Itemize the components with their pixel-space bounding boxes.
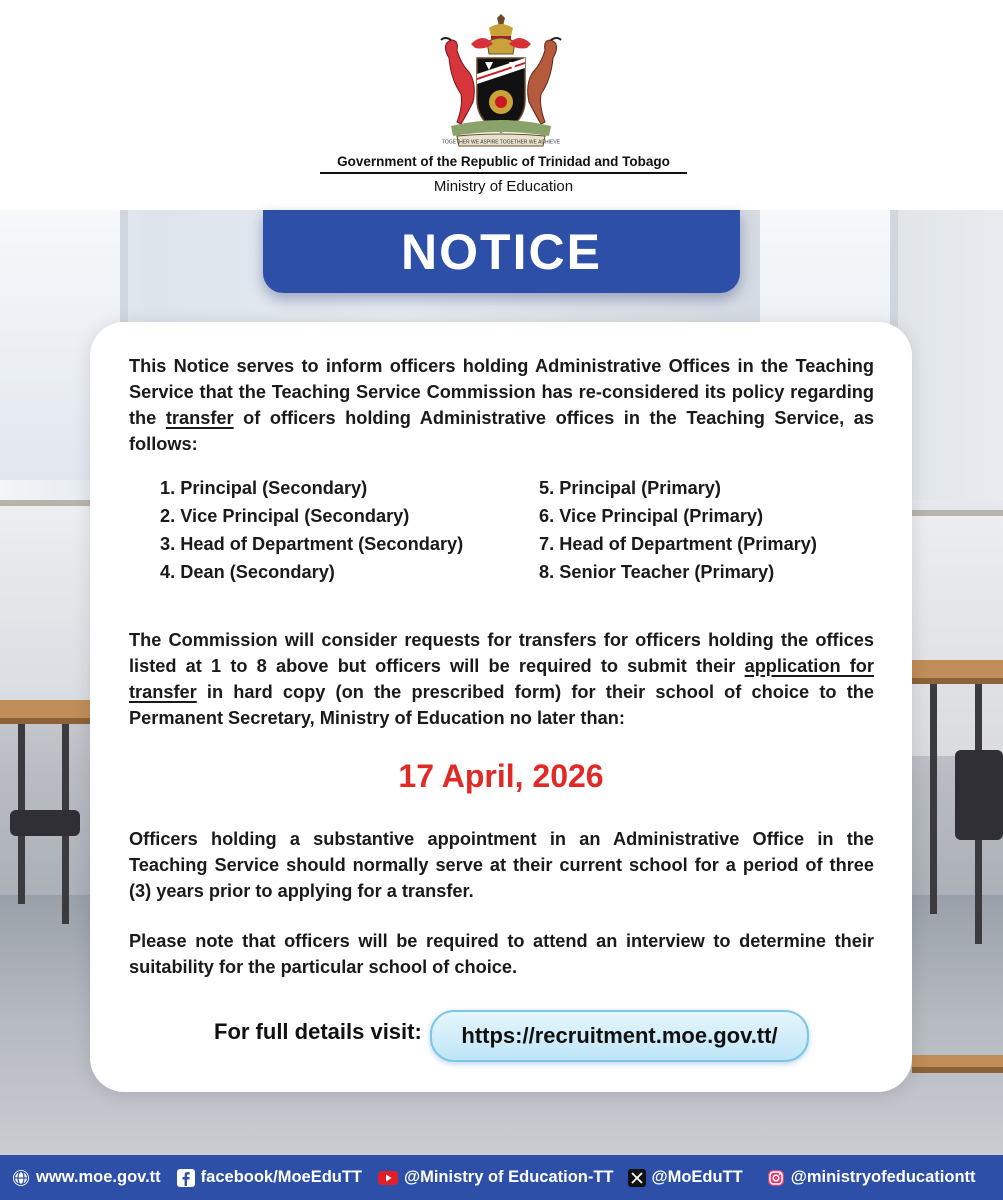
requests-text: The Commission will consider requests for transfers for officers holding the offices listed at 1 to 8 above but officers will be required to submit their bbox=[129, 630, 874, 676]
intro-paragraph bbox=[129, 353, 874, 457]
footer-youtube-text: @Ministry of Education-TT bbox=[404, 1168, 614, 1186]
footer-x-link[interactable] bbox=[628, 1168, 743, 1187]
page-header bbox=[0, 0, 1003, 210]
ministry-name: Ministry of Education bbox=[433, 178, 574, 195]
footer-x-text: @MoEduTT bbox=[651, 1168, 743, 1186]
intro-text-end: of officers holding Administrative offices in the Teaching Service, as follows: bbox=[129, 408, 874, 454]
instagram-icon bbox=[767, 1169, 785, 1187]
list-item: 7. Head of Department (Primary) bbox=[539, 534, 817, 554]
list-item: 2. Vice Principal (Secondary) bbox=[160, 506, 410, 526]
deadline-date: 17 April, 2026 bbox=[398, 758, 604, 794]
requests-underlined-text: application for transfer bbox=[129, 656, 874, 702]
social-footer bbox=[0, 1155, 1003, 1200]
background-desk bbox=[0, 700, 90, 724]
list-item: 8. Senior Teacher (Primary) bbox=[539, 562, 775, 582]
list-item: 3. Head of Department (Secondary) bbox=[160, 534, 464, 554]
notice-title: NOTICE bbox=[401, 223, 602, 280]
footer-facebook-text: facebook/MoeEduTT bbox=[200, 1168, 363, 1186]
footer-website-text: www.moe.gov.tt bbox=[36, 1168, 161, 1186]
coat-of-arms-icon bbox=[431, 14, 571, 150]
x-icon bbox=[628, 1169, 646, 1187]
svg-text:TOGETHER WE ASPIRE TOGETHER WE: TOGETHER WE ASPIRE TOGETHER WE ACHIEVE bbox=[441, 139, 561, 146]
intro-underlined-text: transfer bbox=[165, 408, 234, 428]
footer-instagram-text: @ministryofeducationtt bbox=[790, 1168, 976, 1186]
interview-paragraph: Please note that officers will be required to attend an interview to determine their suitability for the particular school of choice. bbox=[129, 931, 874, 977]
offices-list-secondary bbox=[160, 474, 463, 586]
footer-website-link[interactable] bbox=[12, 1168, 161, 1187]
recruitment-url[interactable]: https://recruitment.moe.gov.tt/ bbox=[461, 1023, 778, 1048]
list-item: 1. Principal (Secondary) bbox=[160, 478, 368, 498]
government-title: Government of the Republic of Trinidad and Tobago bbox=[320, 154, 687, 174]
intro-text: This Notice serves to inform officers holding Administrative Offices in the Teaching Service that the Teaching Service Commission has re-considered its policy regarding the bbox=[129, 356, 874, 428]
list-item: 5. Principal (Primary) bbox=[539, 478, 721, 498]
facebook-icon bbox=[177, 1169, 195, 1187]
requests-paragraph bbox=[129, 627, 874, 731]
visit-label: For full details visit: bbox=[214, 1019, 422, 1044]
footer-youtube-link[interactable] bbox=[378, 1168, 614, 1187]
background-desk bbox=[912, 1055, 1003, 1073]
globe-icon bbox=[12, 1169, 30, 1187]
list-item: 6. Vice Principal (Primary) bbox=[539, 506, 764, 526]
background-chair bbox=[10, 810, 80, 836]
substantive-paragraph: Officers holding a substantive appointment in an Administrative Office in the Teaching Service should normally serve at their current school for a period of three (3) years prior to applying for a transfer. bbox=[129, 829, 874, 901]
background-desk-leg bbox=[930, 684, 937, 914]
recruitment-link[interactable] bbox=[430, 1010, 809, 1062]
background-chair bbox=[955, 750, 1003, 840]
footer-instagram-link[interactable] bbox=[767, 1168, 976, 1187]
background-desk bbox=[912, 660, 1003, 684]
requests-text-end: in hard copy (on the prescribed form) for their school of choice to the Permanent Secretary, Ministry of Education no later than: bbox=[129, 682, 874, 728]
youtube-icon bbox=[378, 1169, 398, 1187]
offices-list-primary bbox=[539, 474, 817, 586]
list-item: 4. Dean (Secondary) bbox=[160, 562, 335, 582]
footer-facebook-link[interactable] bbox=[177, 1168, 362, 1187]
notice-banner bbox=[263, 210, 740, 293]
